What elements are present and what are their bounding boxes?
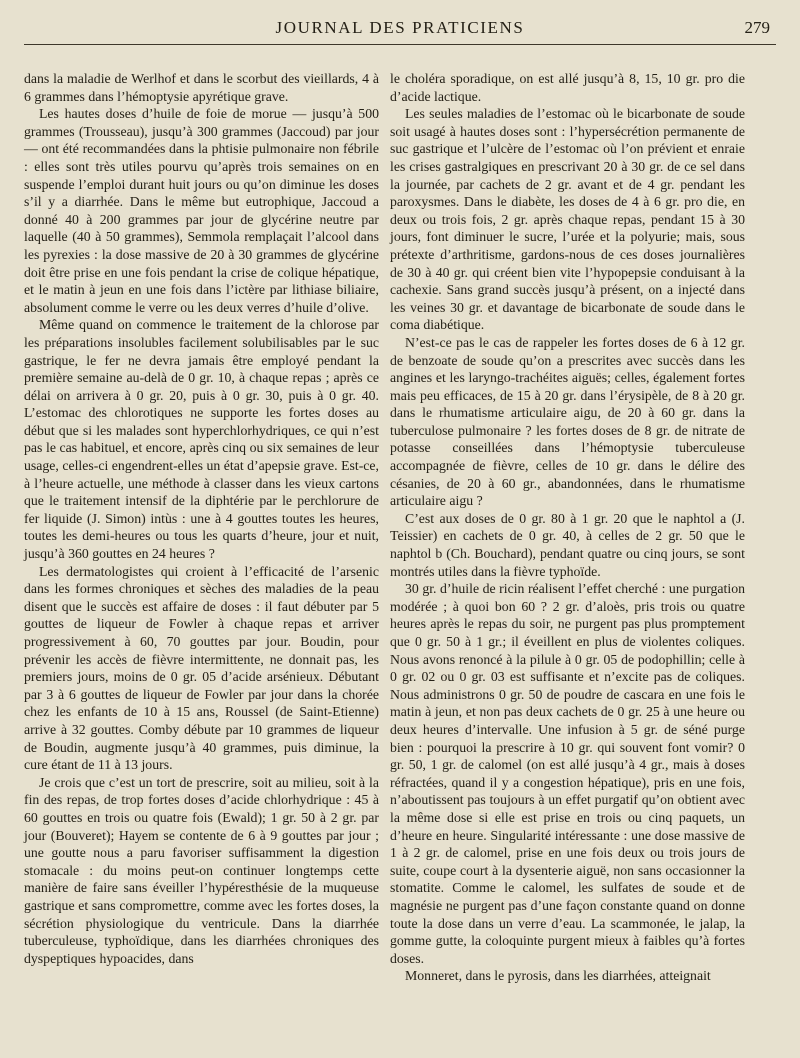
paragraph: Même quand on commence le traitement de la chlorose par les préparations insolubles facilement solubilisables par le suc gastrique, le fer ne devra jamais être employé pendant la première semaine au-delà de 0 gr. 10, à chaque repas ; après ce délai on arrivera à 0 gr. 20, puis à 0 gr. 30, puis à 0 gr. 40. L’estomac des chlorotiques ne supporte les fortes doses au début que si les malades sont hyperchlorhydriques, ce qui n’est pas le cas habituel, et encore, après cinq ou six semaines de leur usage, celles-ci engendrent-elles un état d’apepsie grave. Est-ce, à l’heure actuelle, une méthode à classer dans les vieux cartons que le traitement intensif de la diphtérie par le perchlorure de fer liquide (J. Simon) intùs : une à 4 gouttes toutes les heures, toutes les demi-heures ou tous les quarts d’heure, jour et nuit, jusqu’à 360 gouttes en 24 heures ? (24, 317, 379, 562)
paragraph: le choléra sporadique, on est allé jusqu’à 8, 15, 10 gr. pro die d’acide lactique. (390, 71, 745, 104)
paragraph: Je crois que c’est un tort de prescrire, soit au milieu, soit à la fin des repas, de trop fortes doses d’acide chlorhydrique : 45 à 60 gouttes en trois ou quatre fois (Ewald); 1 gr. 50 à 2 gr. par jour (Bouveret); Hayem se contente de 6 à 9 gouttes par jour ; une goutte nous a paru favoriser suffisamment la digestion stomacale : du moins peut-on continuer longtemps cette manière de faire sans éveiller l’hypéresthésie de la muqueuse gastrique et sans compromettre, comme avec les fortes doses, la sécrétion physiologique du ventricule. Dans la diarrhée tuberculeuse, typhoïdique, dans les diarrhées chroniques des dyspeptiques hypoacides, dans (24, 774, 379, 966)
paragraph: Les dermatologistes qui croient à l’efficacité de l’arsenic dans les formes chroniques et sèches des maladies de la peau disent que le succès est affaire de doses : il faut débuter par 5 gouttes de liqueur de Fowler à chaque repas et arriver progressivement à 60, 70 gouttes par jour. Boudin, pour prévenir les accès de fièvre intermittente, ne donnait pas, les premiers jours, moins de 0 gr. 05 d’acide arsénieux. Débutant par 3 à 6 gouttes de liqueur de Fowler par jour dans la chorée chez les enfants de 10 à 15 ans, Roussel (de Saint-Etienne) arrive à 32 gouttes. Comby débute par 10 grammes de liqueur de Boudin, augmente jusqu’à 40 grammes, puis diminue, la cure étant de 11 à 13 jours. (24, 563, 379, 773)
paragraph: C’est aux doses de 0 gr. 80 à 1 gr. 20 que le naphtol a (J. Teissier) en cachets de 0 gr. 40, à celles de 2 gr. 50 que le naphtol b (Ch. Bouchard), pendant quatre ou cinq jours, se sont montrés utiles dans la fièvre typhoïde. (390, 510, 745, 579)
page-number: 279 (744, 18, 770, 37)
page-header (24, 18, 776, 42)
paragraph: Monneret, dans le pyrosis, dans les diarrhées, atteignait (405, 968, 711, 984)
header-rule (24, 44, 776, 45)
left-column (24, 70, 379, 967)
paragraph: N’est-ce pas le cas de rappeler les fortes doses de 6 à 12 gr. de benzoate de soude qu’on a prescrites avec succès dans les angines et les laryngo-trachéites aiguës; celles, également fortes mais peu efficaces, de 15 à 20 gr. dans l’érysipèle, de 8 à 20 gr. dans le rhumatisme articulaire aigu, de 20 à 60 gr. dans la tuberculose pulmonaire ? les fortes doses de 8 gr. de nitrate de potasse conseillées dans l’hémoptysie tuberculeuse accompagnée de fièvre, celles de 10 gr. dans le délire des césanies, de 20 à 60 gr., abandonnées, dans le rhumatisme articulaire aigu ? (390, 334, 745, 509)
paragraph: dans la maladie de Werlhof et dans le scorbut des vieillards, 4 à 6 grammes dans l’hémoptysie apyrétique grave. (24, 71, 379, 104)
paragraph: Les seules maladies de l’estomac où le bicarbonate de soude soit usagé à hautes doses sont : l’hypersécrétion permanente de suc gastrique et l’ulcère de l’estomac où l’on prévient et enraie les crises gastralgiques en prescrivant 20 à 30 gr. de ce sel dans la journée, par cachets de 2 gr. avant et de 4 gr. pendant les paroxysmes. Dans le diabète, les doses de 4 à 6 gr. pro die, en deux ou trois fois, 2 gr. après chaque repas, pendant 15 à 30 jours, font diminuer le sucre, l’urée et la polyurie; mais, sous prétexte d’arthritisme, gardons-nous de ces doses journalières de 30 à 40 gr. qui créent bien vite l’hypopepsie conduisant à la cachexie. Sans grand succès jusqu’à présent, on a injecté dans les veines 30 gr. et davantage de bicarbonate de soude dans le coma diabétique. (390, 106, 745, 333)
running-title: JOURNAL DES PRATICIENS (275, 18, 525, 37)
paragraph: Les hautes doses d’huile de foie de morue — jusqu’à 500 grammes (Trousseau), jusqu’à 300 grammes (Jaccoud) par jour — ont été recommandées dans la phtisie pulmonaire non fébrile : elles sont très utiles pourvu qu’après trois semaines on en suspende l’emploi durant huit jours ou qu’on diminue les doses s’il y a diarrhée. Dans le même but eutrophique, Jaccoud a donné 40 à 200 grammes par jour de glycérine neutre par laquelle (40 à 50 grammes), Semmola remplaçait l’alcool dans les pyrexies : la dose massive de 20 à 30 grammes de glycérine doit être prise en une fois pendant la crise de colique hépatique, et le matin à jeun en une fois dans l’ictère par lithiase biliaire, absolument comme le verre ou les deux verres d’huile d’olive. (24, 106, 379, 315)
paragraph: 30 gr. d’huile de ricin réalisent l’effet cherché : une purgation modérée ; à quoi bon 60 ? 2 gr. d’aloès, pris trois ou quatre heures après le repas du soir, ne purgent pas plus promptement que 0 gr. 50 à 1 gr.; il éveillent en plus de violentes coliques. Nous avons renoncé à la pilule à 0 gr. 05 de podophillin; celle à 0 gr. 02 ou 0 gr. 03 est suffisante et n’excite pas de coliques. Nous administrons 0 gr. 50 de poudre de cascara en une fois le matin à jeun, et non pas deux cachets de 0 gr. 25 à une heure ou deux heures d’intervalle. Une infusion à 5 gr. de séné purge bien : pourquoi la prescrire à 10 gr. qui souvent font vomir? 0 gr. 50, 1 gr. de calomel (on est allé jusqu’à 4 gr., mais à doses réfractées, quand il y a congestion hépatique), pris en une fois, n’aboutissent pas toujours à un effet purgatif qu’on obtient avec la même dose si elle est prise en trois ou cinq paquets, un d’heure en heure. Singularité intéressante : une dose massive de 1 à 2 gr. de calomel, prise en une fois deux ou trois jours de suite, coupe court à la dysenterie aiguë, non sans occasionner la stomatite. Comme le calomel, les sulfates de soude et de magnésie ne purgent pas d’une façon constante quand on donne toute la dose dans un verre d’eau. La scammonée, le jalap, la gomme gutte, la coloquinte purgent mieux à faibles qu’à fortes doses. (390, 581, 745, 966)
right-column (390, 70, 745, 985)
